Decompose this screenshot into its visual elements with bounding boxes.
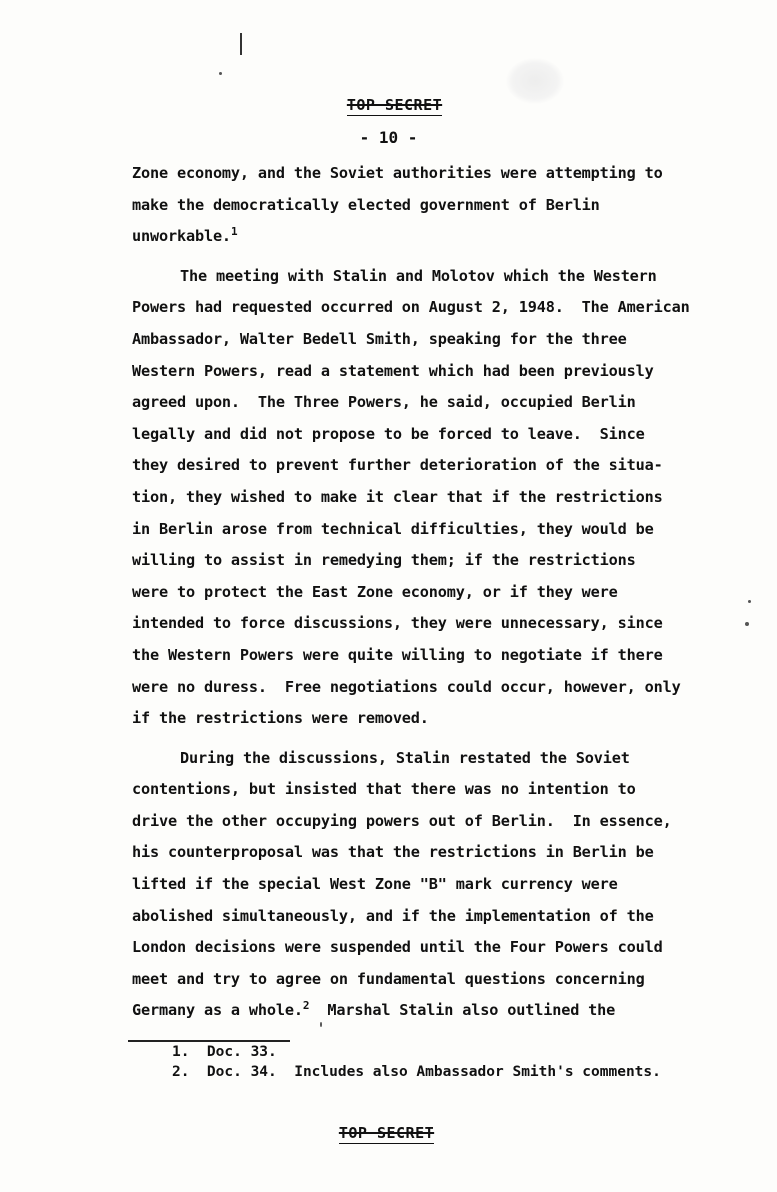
text-line: the Western Powers were quite willing to negotiate if there bbox=[132, 645, 663, 664]
page-number: - 10 - bbox=[359, 128, 418, 147]
text-line: willing to assist in remedying them; if the restrictions bbox=[132, 551, 636, 570]
text-line: Powers had requested occurred on August 2, 1948. The American bbox=[132, 298, 690, 317]
footnote-reference: 2 bbox=[302, 999, 310, 1013]
classification-header-text: TOP SECRET bbox=[346, 96, 443, 114]
text-line: legally and did not propose to be forced to leave. Since bbox=[132, 424, 645, 443]
text-line: lifted if the special West Zone "B" mark currency were bbox=[132, 875, 618, 894]
text-line: drive the other occupying powers out of Berlin. In essence, bbox=[132, 811, 672, 830]
text-line: The meeting with Stalin and Molotov which the Western bbox=[180, 266, 657, 285]
text-line: his counterproposal was that the restrictions in Berlin be bbox=[132, 843, 654, 862]
text-line: tion, they wished to make it clear that if the restrictions bbox=[132, 487, 663, 506]
text-line: Zone economy, and the Soviet authorities were attempting to bbox=[132, 164, 663, 182]
text-line: in Berlin arose from technical difficulties, they would be bbox=[132, 519, 654, 538]
footnote-item: 1. Doc. 33. bbox=[172, 1044, 277, 1060]
text-line: were no duress. Free negotiations could occur, however, only bbox=[132, 677, 681, 696]
classification-footer-text: TOP SECRET bbox=[338, 1124, 435, 1142]
classification-footer bbox=[0, 1124, 775, 1142]
text-line: were to protect the East Zone economy, or if they were bbox=[132, 582, 618, 601]
text-line: agreed upon. The Three Powers, he said, occupied Berlin bbox=[132, 393, 636, 412]
paper-speck bbox=[748, 600, 751, 603]
text-line: make the democratically elected government of Berlin bbox=[132, 195, 600, 214]
classification-header bbox=[6, 96, 777, 114]
text-line: meet and try to agree on fundamental questions concerning bbox=[132, 969, 645, 988]
footnote-reference: 1 bbox=[230, 225, 238, 239]
text-fragment: Germany as a whole. bbox=[132, 1001, 303, 1020]
paper-speck bbox=[219, 72, 222, 75]
text-line: Ambassador, Walter Bedell Smith, speaking for the three bbox=[132, 329, 627, 348]
footnote-item: 2. Doc. 34. Includes also Ambassador Smith's comments. bbox=[172, 1064, 661, 1080]
text-fragment: Marshal Stalin also outlined the bbox=[309, 1001, 616, 1020]
text-line: contentions, but insisted that there was no intention to bbox=[132, 780, 636, 799]
paper-speck bbox=[745, 622, 749, 626]
text-line: they desired to prevent further deterioration of the situa- bbox=[132, 456, 663, 475]
text-fragment: unworkable. bbox=[132, 227, 231, 246]
text-line: if the restrictions were removed. bbox=[132, 709, 429, 728]
text-line: abolished simultaneously, and if the implementation of the bbox=[132, 906, 654, 925]
text-line: During the discussions, Stalin restated the Soviet bbox=[180, 748, 630, 767]
text-line: London decisions were suspended until the Four Powers could bbox=[132, 938, 663, 957]
body-text bbox=[132, 158, 732, 1027]
margin-mark bbox=[240, 33, 242, 55]
text-line: intended to force discussions, they were unnecessary, since bbox=[132, 614, 663, 633]
paper-speck bbox=[320, 1022, 322, 1027]
text-line bbox=[132, 995, 732, 1027]
text-line bbox=[132, 221, 732, 253]
footnotes bbox=[172, 1042, 661, 1082]
text-line: Western Powers, read a statement which had been previously bbox=[132, 361, 654, 380]
